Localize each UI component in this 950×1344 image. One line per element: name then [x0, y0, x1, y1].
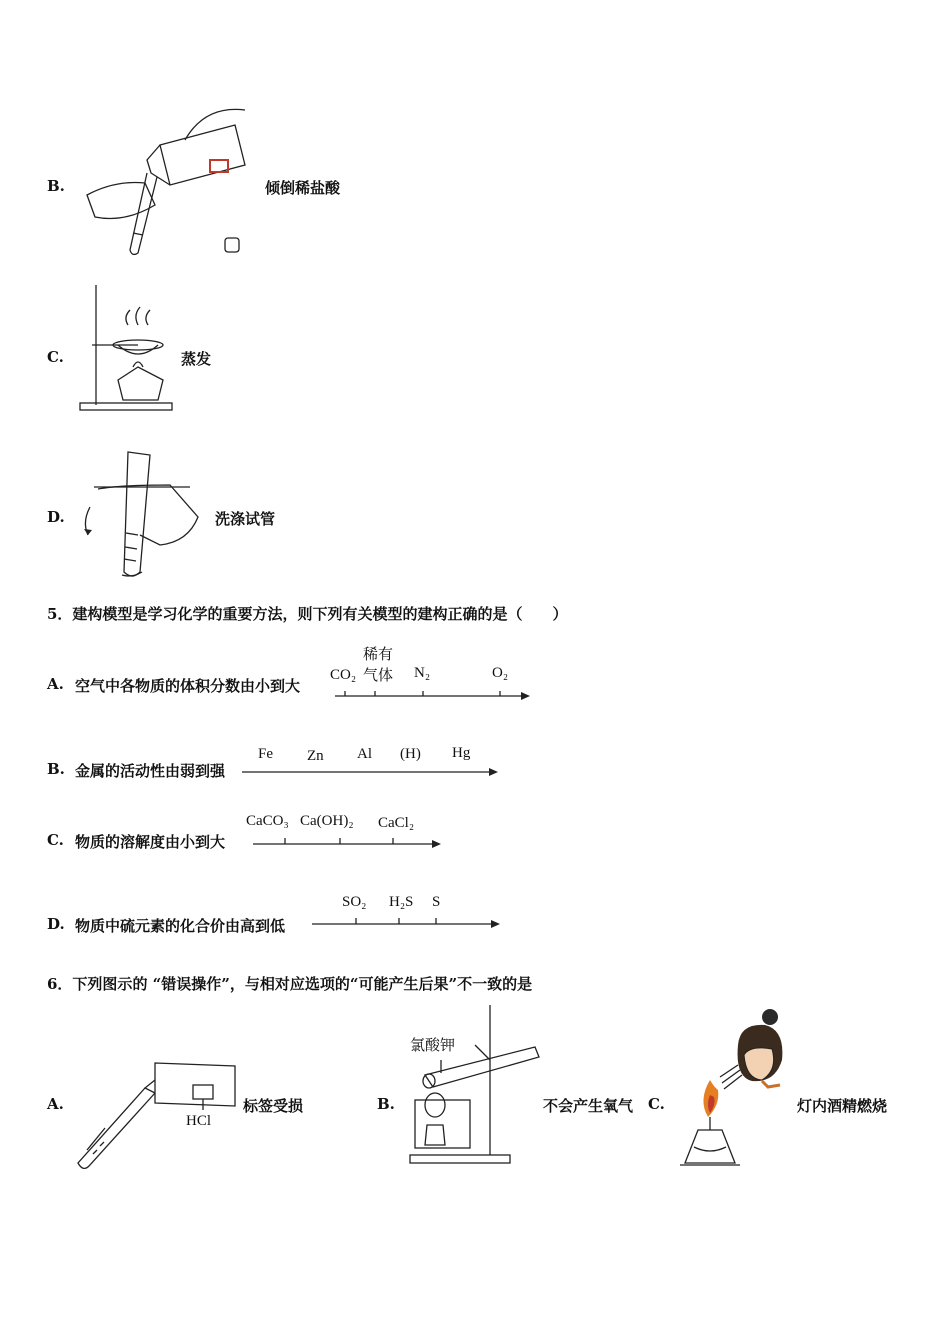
option-letter: B.: [47, 760, 65, 778]
figure-label-kclo3: 氯酸钾: [410, 1036, 456, 1054]
axis-label-zn: Zn: [307, 748, 324, 764]
axis-label-rare: 稀有: [363, 645, 394, 663]
axis-arrow: [242, 766, 502, 778]
option-text: 空气中各物质的体积分数由小到大: [75, 677, 301, 695]
option-letter: B.: [47, 177, 65, 195]
heating-apparatus-icon: [405, 1005, 545, 1168]
axis-label-cacl2: CaCl₂: [378, 815, 415, 831]
axis-label-gas: 气体: [363, 666, 394, 684]
figure-label-hcl: HCl: [186, 1113, 212, 1129]
option-letter: C.: [47, 831, 64, 849]
axis-label-co2: CO₂: [330, 667, 357, 683]
option-text: 金属的活动性由弱到强: [75, 762, 226, 780]
axis-label-fe: Fe: [258, 746, 273, 762]
pour-liquid-icon: [85, 105, 260, 260]
option-text: 标签受损: [243, 1097, 304, 1115]
axis-arrow: [312, 918, 507, 930]
option-letter: D.: [47, 915, 65, 933]
option-text: 蒸发: [181, 350, 212, 368]
blow-alcohol-lamp-icon: [680, 1005, 792, 1170]
option-text: 倾倒稀盐酸: [265, 179, 341, 197]
option-letter: A.: [47, 1095, 64, 1113]
option-text: 物质中硫元素的化合价由高到低: [75, 917, 286, 935]
axis-label-so2: SO₂: [342, 894, 367, 910]
option-letter: A.: [47, 675, 64, 693]
option-text: 灯内酒精燃烧: [797, 1097, 888, 1115]
question-6-stem: 6．下列图示的 “错误操作”，与相对应选项的“可能产生后果”不一致的是: [47, 975, 533, 993]
axis-label-al: Al: [357, 746, 372, 762]
axis-label-caoh2: Ca(OH)₂: [300, 813, 354, 829]
option-text: 物质的溶解度由小到大: [75, 833, 226, 851]
option-text: 不会产生氧气: [543, 1097, 634, 1115]
axis-label-hg: Hg: [452, 745, 471, 761]
axis-arrow: [253, 838, 448, 850]
axis-label-caco3: CaCO₃: [246, 813, 289, 829]
bottle-label-icon: [75, 1058, 245, 1173]
axis-label-h2s: H₂S: [389, 894, 414, 910]
option-letter: B.: [377, 1095, 395, 1113]
option-letter: C.: [47, 348, 64, 366]
axis-arrow: [335, 690, 535, 702]
axis-label-n2: N₂: [414, 665, 431, 681]
shake-test-tube-icon: [80, 447, 210, 582]
question-5-stem: 5．建构模型是学习化学的重要方法，则下列有关模型的建构正确的是（ ）: [47, 605, 568, 623]
option-text: 洗涤试管: [215, 510, 276, 528]
option-letter: C.: [648, 1095, 665, 1113]
axis-label-h: (H): [400, 746, 421, 762]
axis-label-o2: O₂: [492, 665, 509, 681]
option-letter: D.: [47, 508, 65, 526]
axis-label-s: S: [432, 894, 441, 910]
evaporating-dish-icon: [78, 285, 178, 413]
